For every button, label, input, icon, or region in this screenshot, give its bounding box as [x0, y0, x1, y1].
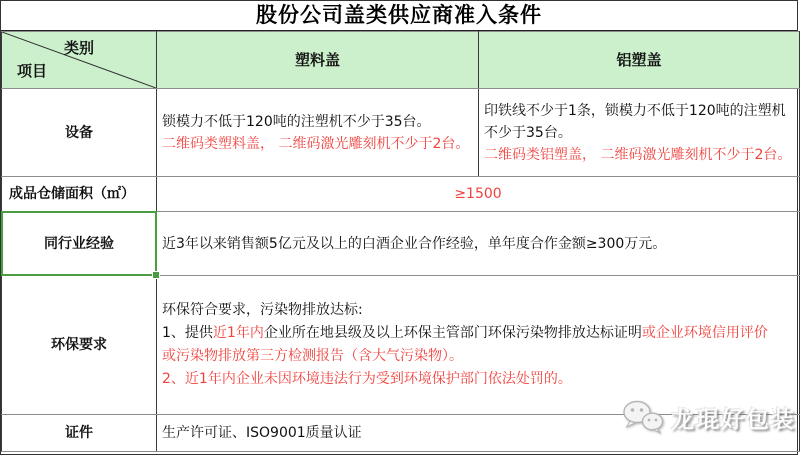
storage-area-row: [2, 177, 800, 212]
industry-experience-label: 同行业经验: [44, 235, 114, 252]
row-header-equipment[interactable]: 设备: [2, 89, 157, 177]
cell-equipment-plastic[interactable]: [157, 89, 479, 177]
industry-experience-row: [2, 212, 800, 276]
cell-certificates-value[interactable]: 生产许可证、ISO9001质量认证: [157, 415, 800, 452]
cell-equipment-aluminum[interactable]: [479, 89, 800, 177]
equipment-plastic-black-line: 锁模力不低于120吨的注塑机不少于35台。: [162, 113, 431, 130]
row-header-environment[interactable]: 环保要求: [2, 276, 157, 415]
cell-storage-area-value[interactable]: ≥1500: [157, 177, 800, 212]
equipment-row: [2, 89, 800, 177]
environment-line-1: 环保符合要求，污染物排放达标:: [162, 302, 363, 318]
header-cell-plastic-cap[interactable]: 塑料盖: [157, 32, 479, 89]
equipment-aluminum-black-line: 印铁线不少于1条，锁模力不低于120吨的注塑机不少于35台。: [484, 102, 786, 141]
header-project-label: 项目: [17, 62, 48, 80]
environment-line-2: 1、提供近1年内企业所在地县级及以上环保主管部门环保污染物排放达标证明或企业环境信用评价: [162, 325, 768, 341]
environment-line-4: 2、近1年内企业未因环境违法行为受到环境保护部门依法处罚的。: [162, 371, 572, 387]
cell-industry-experience-value[interactable]: 近3年以来销售额5亿元及以上的白酒企业合作经验，单年度合作金额≥300万元。: [157, 212, 800, 276]
fill-handle[interactable]: [152, 271, 160, 279]
row-header-industry-experience[interactable]: [2, 212, 157, 276]
watermark-text: 龙琨好包装: [671, 406, 796, 433]
cell-environment-requirements[interactable]: [157, 276, 800, 415]
header-row: [2, 32, 800, 89]
supplier-conditions-table: [1, 31, 800, 452]
watermark: [621, 399, 796, 435]
row-header-certificates[interactable]: 证件: [2, 415, 157, 452]
environment-row: [2, 276, 800, 415]
wechat-icon: [621, 399, 665, 435]
equipment-plastic-red-line: 二维码类塑料盖， 二维码激光雕刻机不少于2台。: [162, 135, 470, 152]
row-header-storage-area[interactable]: 成品仓储面积（㎡）: [2, 177, 157, 212]
diagonal-header-cell[interactable]: [2, 32, 157, 89]
header-category-label: 类别: [64, 39, 95, 57]
equipment-aluminum-red-line: 二维码类铝塑盖， 二维码激光雕刻机不少于2台。: [484, 146, 792, 163]
page-title: 股份公司盖类供应商准入条件: [1, 1, 797, 31]
header-cell-aluminum-cap[interactable]: 铝塑盖: [479, 32, 800, 89]
environment-line-3: 或污染物排放第三方检测报告（含大气污染物）。: [162, 348, 463, 364]
